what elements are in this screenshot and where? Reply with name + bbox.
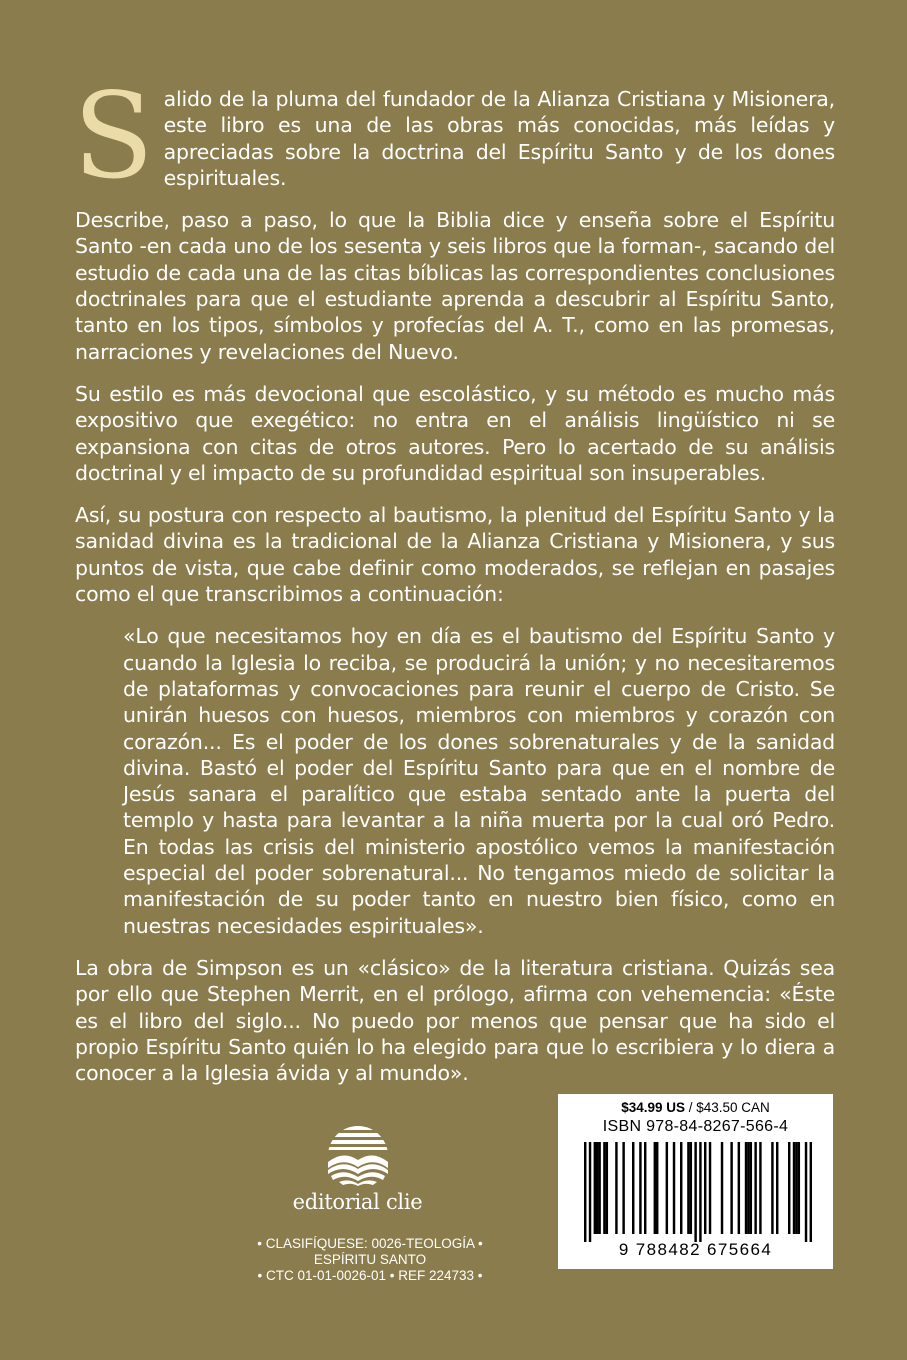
- open-book-globe-icon: [315, 1120, 401, 1188]
- barcode-bar: [596, 1142, 598, 1234]
- barcode-bar: [656, 1142, 658, 1234]
- barcode-bar: [798, 1142, 800, 1234]
- barcode-bar: [721, 1142, 723, 1234]
- publisher-name: editorial clie: [292, 1190, 423, 1214]
- paragraph-classic: La obra de Simpson es un «clásico» de la literatura cristiana. Quizás sea por ello que Stephen Merrit, en el prólogo, afirma con vehemencia: «Éste es el libro del siglo... No puedo por menos que pensar que ha sido el propio Espíritu Santo quién lo ha elegido para que lo escribiera y lo diera a conocer a la Iglesia ávida y al mundo».: [75, 955, 835, 1086]
- barcode-bar: [810, 1142, 812, 1242]
- barcode-bar: [759, 1142, 761, 1234]
- barcode-bar: [694, 1142, 696, 1242]
- barcode-bar: [793, 1142, 795, 1234]
- classification-line-2: ESPÍRITU SANTO: [313, 1252, 427, 1267]
- publisher-logo: [280, 1120, 435, 1214]
- back-cover-blurb: [73, 67, 835, 1102]
- barcode-bar: [690, 1142, 692, 1234]
- barcode-bar: [622, 1142, 624, 1234]
- barcode-bar: [606, 1142, 608, 1234]
- barcode-bar: [594, 1142, 596, 1234]
- paragraph-intro-text: alido de la pluma del fundador de la Alianza Cristiana y Misionera, este libro es una de las obras más conocidas, más leídas y apreciadas sobre la doctrina del Espíritu Santo y de los dones espirituales.: [163, 87, 835, 190]
- barcode-bar: [666, 1142, 668, 1234]
- paragraph-posture: Así, su postura con respecto al bautismo, la plenitud del Espíritu Santo y la sanidad divina es la tradicional de la Alianza Cristiana y Misionera, y sus puntos de vista, que cabe definir como moderados, se reflejan en pasajes como el que transcribimos a continuación:: [75, 503, 835, 607]
- barcode-bar: [788, 1142, 790, 1234]
- barcode-bar: [632, 1142, 634, 1234]
- price-can: / $43.50 CAN: [685, 1100, 770, 1115]
- barcode-bar: [709, 1142, 711, 1234]
- classification-line-3: • CTC 01-01-0026-01 • REF 224733 •: [257, 1268, 483, 1283]
- barcode-bar: [644, 1142, 646, 1234]
- barcode-bar: [805, 1142, 807, 1242]
- barcode-bar: [750, 1142, 752, 1234]
- barcode-bar: [754, 1142, 756, 1234]
- drop-cap: S: [73, 67, 154, 205]
- price-us: $34.99 US: [621, 1100, 685, 1115]
- barcode-bar: [584, 1142, 586, 1242]
- barcode-bar: [603, 1142, 605, 1234]
- price: [558, 1100, 833, 1115]
- classification-info: [160, 1236, 580, 1284]
- barcode-bar: [730, 1142, 732, 1234]
- isbn-text: ISBN 978-84-8267-566-4: [602, 1118, 789, 1135]
- barcode-bar: [771, 1142, 773, 1234]
- barcode-label: [558, 1094, 833, 1269]
- barcode-bar: [654, 1142, 656, 1234]
- paragraph-description: Describe, paso a paso, lo que la Biblia dice y enseña sobre el Espíritu Santo -en cada uno de los sesenta y seis libros que la forman-, sacando del estudio de cada una de las citas bíblicas las correspondientes conclusiones doctrinales para que el estudiante aprenda a descubrir al Espíritu Santo, tanto en los tipos, símbolos y profecías del A. T., como en las promesas, narraciones y revelaciones del Nuevo.: [75, 208, 835, 364]
- barcode-bar: [589, 1142, 591, 1242]
- barcode-bar: [738, 1142, 740, 1234]
- barcode-bar: [776, 1142, 778, 1234]
- barcode-bar: [704, 1142, 706, 1234]
- paragraph-intro: [73, 67, 835, 205]
- barcode-bar: [639, 1142, 641, 1234]
- barcode-bar: [687, 1142, 689, 1234]
- barcode-bar: [673, 1142, 675, 1234]
- barcode-bars: [584, 1142, 812, 1242]
- barcode-bar: [598, 1142, 600, 1234]
- classification-line-1: • CLASIFÍQUESE: 0026-TEOLOGÍA •: [257, 1236, 483, 1251]
- barcode-bar: [615, 1142, 617, 1234]
- barcode-bar: [747, 1142, 749, 1234]
- barcode-bar: [795, 1142, 797, 1234]
- barcode-bar: [680, 1142, 682, 1234]
- barcode-bar: [699, 1142, 701, 1242]
- barcode-bar: [745, 1142, 747, 1234]
- quotation: «Lo que necesitamos hoy en día es el bautismo del Espíritu Santo y cuando la Iglesia lo reciba, se producirá la unión; y no necesitaremos de plataformas y convocaciones para reunir el cuerpo de Cristo. Se unirán huesos con huesos, miembros con miembros y corazón con corazón... Es el poder de los dones sobrenaturales y de la sanidad divina. Bastó el poder del Espíritu Santo para que en el nombre de Jesús sanara el paralítico que estaba sentado ante la puerta del templo y hasta para levantar a la niña muerta por la cual oró Pedro. En todas las crisis del ministerio apostólico vemos la manifestación especial del poder sobrenatural... No tengamos miedo de solicitar la manifestación de su poder tanto en nuestro bien físico, como en nuestras necesidades espirituales».: [123, 624, 835, 938]
- barcode-digits: 9 788482 675664: [618, 1240, 773, 1259]
- paragraph-style: Su estilo es más devocional que escolástico, y su método es mucho más expositivo que exegético: no entra en el análisis lingüístico ni se expansiona con citas de otros autores. Pero lo acertado de su análisis doctrinal y el impacto de su profundidad espiritual son insuperables.: [75, 381, 835, 485]
